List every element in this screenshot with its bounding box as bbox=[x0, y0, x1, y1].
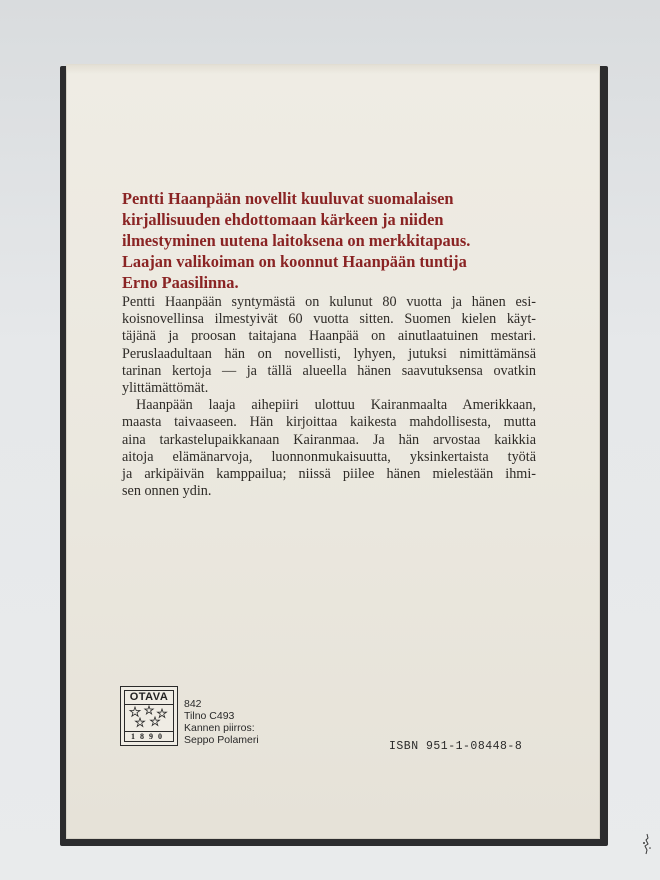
blurb-line: kirjallisuuden ehdottomaan kärkeen ja niiden bbox=[122, 210, 444, 229]
blurb-line: ilmestyminen uutena laitoksena on merkkitapaus. bbox=[122, 231, 471, 250]
stars-icon bbox=[125, 704, 173, 732]
paragraph-1-line: tarinan kertoja — ja tällä alueella hänen saavutuksensa ovatkin bbox=[122, 362, 536, 379]
paragraph-2-line: Haanpään laaja aihepiiri ulottuu Kairanmaalta Amerikkaan, bbox=[136, 397, 536, 414]
paragraph-1-line: Pentti Haanpään syntymästä on kulunut 80 vuotta ja hänen esi- bbox=[122, 294, 536, 310]
description-text bbox=[122, 294, 536, 500]
book-back-cover bbox=[66, 64, 600, 839]
paragraph-2-line: sen onnen ydin. bbox=[122, 483, 212, 500]
paragraph-1-line: koisnovellinsa ilmestyivät 60 vuotta sitten. Suomen kielen käyt- bbox=[122, 311, 536, 328]
credit-line: 842 bbox=[184, 698, 202, 710]
cover-damage-mark bbox=[639, 832, 655, 856]
credit-line: Seppo Polameri bbox=[184, 734, 259, 746]
blurb-line: Erno Paasilinna. bbox=[122, 273, 239, 292]
credit-line: Tilno C493 bbox=[184, 710, 235, 722]
credit-line: Kannen piirros: bbox=[184, 722, 255, 734]
paragraph-2-line: aitoja elämänarvoja, luonnonmukaisuutta, yksinkertaista työtä bbox=[122, 448, 536, 465]
edition-credits bbox=[184, 698, 259, 746]
logo-wordmark: OTAVA bbox=[125, 691, 173, 705]
logo-year: 1890 bbox=[125, 731, 173, 741]
paragraph-2-line: aina tarkastelupaikkanaan Kairanmaa. Ja hän arvostaa kaikkia bbox=[122, 431, 536, 448]
logo-frame bbox=[124, 690, 174, 742]
paragraph-1-line: ylittämättömät. bbox=[122, 380, 209, 397]
publisher-logo bbox=[120, 686, 178, 746]
paragraph-1-line: Peruslaadultaan hän on novellisti, lyhyen, jutuksi nimittämänsä bbox=[122, 345, 536, 362]
blurb-line: Laajan valikoiman on koonnut Haanpään tuntija bbox=[122, 252, 467, 271]
paragraph-1-line: täjänä ja proosan taitajana Haanpää on ainutlaatuinen mestari. bbox=[122, 328, 536, 345]
blurb-line: Pentti Haanpään novellit kuuluvat suomalaisen bbox=[122, 189, 454, 208]
isbn-number: ISBN 951-1-08448-8 bbox=[389, 740, 523, 753]
paragraph-2-line: ja arkipäivän kamppailua; niissä piilee hänen mielestään ihmi- bbox=[122, 466, 536, 483]
blurb-intro bbox=[122, 188, 572, 293]
cover-top-edge bbox=[66, 64, 600, 74]
paragraph-2-line: maasta taivaaseen. Hän kirjoittaa kaikesta mahdollisesta, mutta bbox=[122, 414, 536, 431]
